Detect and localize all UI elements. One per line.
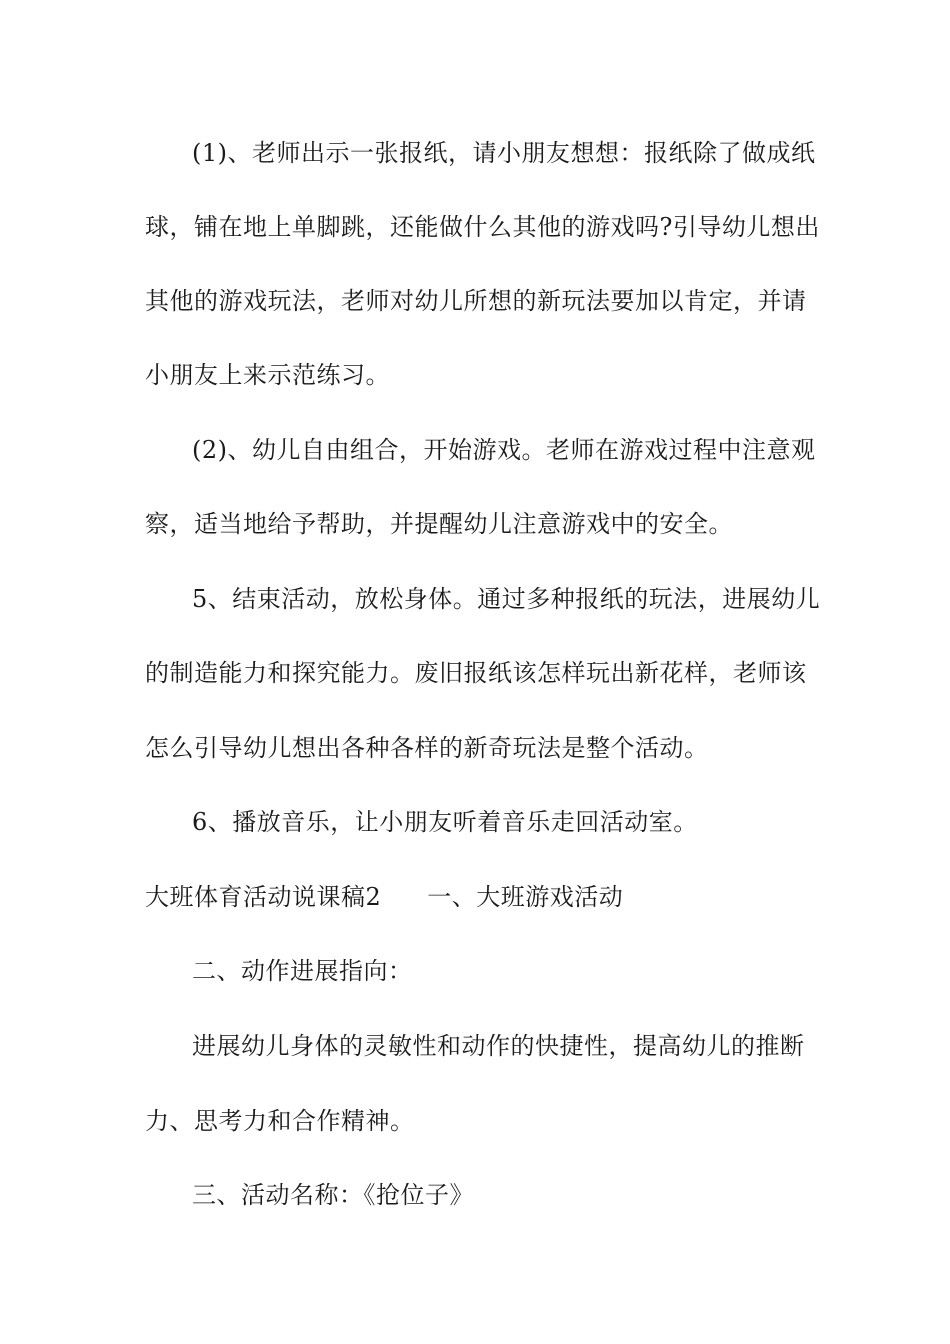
paragraph-line: 进展幼儿身体的灵敏性和动作的快捷性，提高幼儿的推断 <box>192 1032 805 1060</box>
paragraph-line: 其他的游戏玩法，老师对幼儿所想的新玩法要加以肯定，并请 <box>145 287 807 315</box>
paragraph-line: 察，适当地给予帮助，并提醒幼儿注意游戏中的安全。 <box>145 510 733 538</box>
paragraph-line: 5、结束活动，放松身体。通过多种报纸的玩法，进展幼儿 <box>192 585 821 613</box>
paragraph-line: (1)、老师出示一张报纸，请小朋友想想：报纸除了做成纸 <box>192 139 816 167</box>
paragraph-line: 的制造能力和探究能力。废旧报纸该怎样玩出新花样，老师该 <box>145 659 807 687</box>
paragraph-line: 6、播放音乐，让小朋友听着音乐走回活动室。 <box>192 808 698 836</box>
section-heading-line <box>145 882 623 912</box>
paragraph-line: (2)、幼儿自由组合，开始游戏。老师在游戏过程中注意观 <box>192 436 816 464</box>
section-heading: 一、大班游戏活动 <box>427 883 624 911</box>
paragraph-line: 力、思考力和合作精神。 <box>145 1107 415 1135</box>
document-title: 大班体育活动说课稿2 <box>145 883 382 911</box>
paragraph-line: 怎么引导幼儿想出各种各样的新奇玩法是整个活动。 <box>145 734 709 762</box>
paragraph-line: 小朋友上来示范练习。 <box>145 361 390 389</box>
section-heading: 三、活动名称：《抢位子》 <box>192 1181 474 1209</box>
section-heading: 二、动作进展指向： <box>192 957 413 985</box>
paragraph-line: 球，铺在地上单脚跳，还能做什么其他的游戏吗?引导幼儿想出 <box>145 213 820 241</box>
